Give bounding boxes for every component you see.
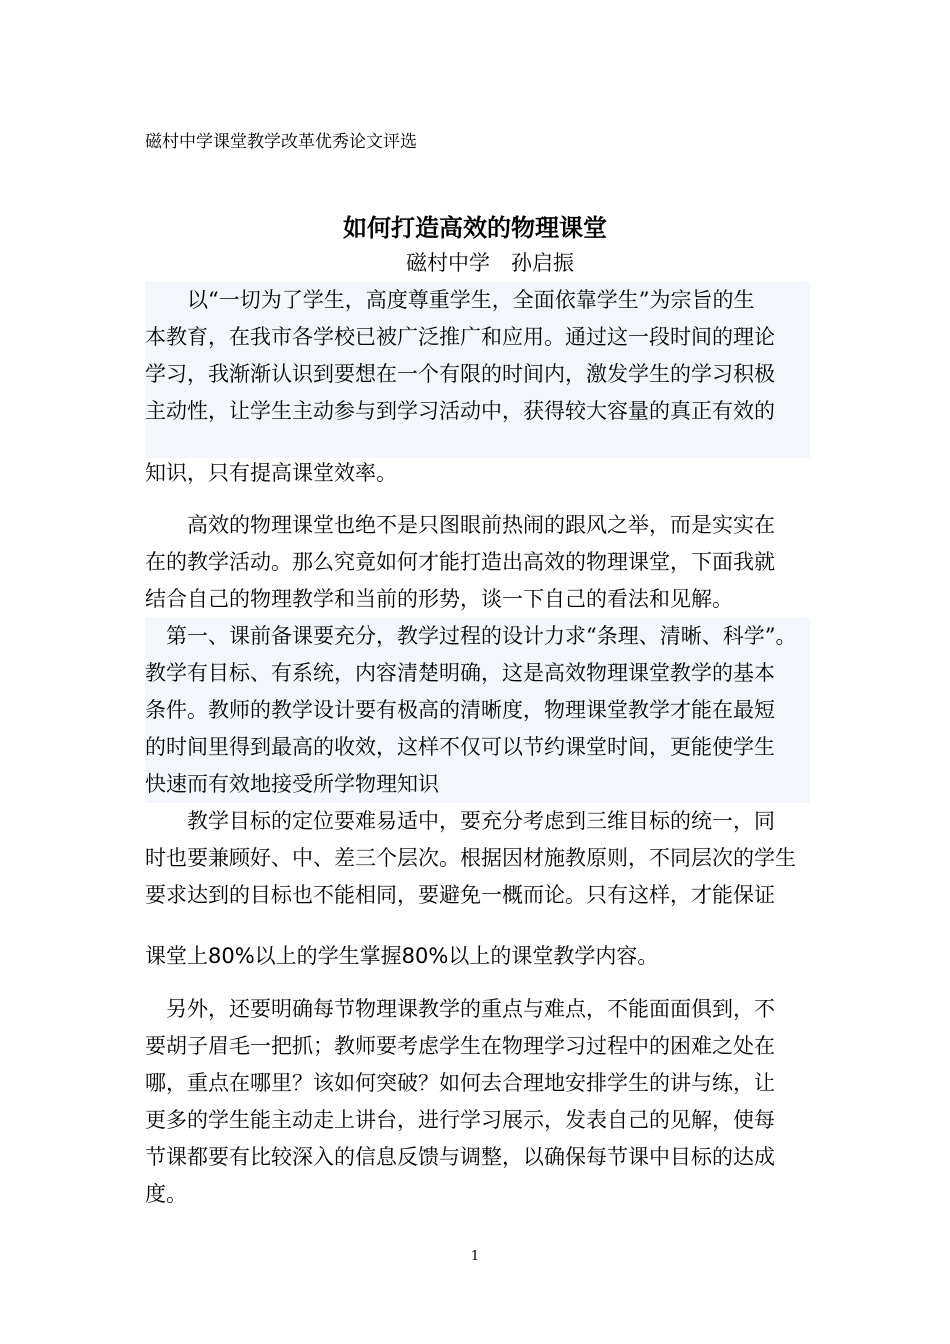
page-number: 1 (470, 1249, 480, 1264)
paragraph-line: 时也要兼顾好、中、差三个层次。根据因材施教原则，不同层次的学生 (145, 846, 796, 870)
paragraph-line: 学习，我渐渐认识到要想在一个有限的时间内，激发学生的学习积极 (145, 362, 775, 386)
page-header: 磁村中学课堂教学改革优秀论文评选 (145, 132, 417, 152)
paragraph-line: 条件。教师的教学设计要有极高的清晰度，物理课堂教学才能在最短 (145, 698, 775, 722)
paragraph-3 (145, 618, 810, 803)
paragraph-line: 的时间里得到最高的收效，这样不仅可以节约课堂时间，更能使学生 (145, 735, 775, 759)
paragraph-line: 高效的物理课堂也绝不是只图眼前热闹的跟风之举，而是实实在 (145, 513, 775, 537)
paragraph-1-tail (145, 455, 810, 492)
paragraph-1 (145, 282, 810, 458)
paragraph-4 (145, 803, 810, 914)
paragraph-line: 课堂上80%以上的学生掌握80%以上的课堂教学内容。 (145, 944, 659, 968)
paragraph-line: 哪，重点在哪里？该如何突破？如何去合理地安排学生的讲与练，让 (145, 1071, 775, 1095)
paragraph-line: 更多的学生能主动走上讲台，进行学习展示，发表自己的见解，使每 (145, 1108, 775, 1132)
paragraph-line: 节课都要有比较深入的信息反馈与调整，以确保每节课中目标的达成 (145, 1145, 775, 1169)
paragraph-line: 知识，只有提高课堂效率。 (145, 461, 397, 485)
paragraph-line: 以“一切为了学生，高度尊重学生，全面依靠学生”为宗旨的生 (145, 288, 755, 312)
article-title: 如何打造高效的物理课堂 (343, 214, 607, 242)
paragraph-line: 另外，还要明确每节物理课教学的重点与难点，不能面面俱到，不 (145, 997, 775, 1021)
paragraph-line: 快速而有效地接受所学物理知识 (145, 772, 439, 796)
paragraph-5 (145, 991, 810, 1213)
paragraph-line: 结合自己的物理教学和当前的形势，谈一下自己的看法和见解。 (145, 587, 733, 611)
paragraph-line: 本教育，在我市各学校已被广泛推广和应用。通过这一段时间的理论 (145, 325, 775, 349)
paragraph-4-tail (145, 938, 810, 975)
paragraph-2 (145, 507, 810, 618)
paragraph-line: 教学有目标、有系统，内容清楚明确，这是高效物理课堂教学的基本 (145, 661, 775, 685)
paragraph-line: 要求达到的目标也不能相同，要避免一概而论。只有这样，才能保证 (145, 883, 775, 907)
paragraph-line: 教学目标的定位要难易适中，要充分考虑到三维目标的统一，同 (145, 809, 775, 833)
paragraph-line: 第一、课前备课要充分，教学过程的设计力求“条理、清晰、科学”。 (145, 624, 797, 648)
paragraph-gap (145, 430, 810, 458)
article-author: 磁村中学 孙启振 (406, 251, 574, 275)
paragraph-line: 度。 (145, 1182, 187, 1206)
paragraph-line: 在的教学活动。那么究竟如何才能打造出高效的物理课堂，下面我就 (145, 550, 775, 574)
paragraph-line: 主动性，让学生主动参与到学习活动中，获得较大容量的真正有效的 (145, 399, 775, 423)
paragraph-line: 要胡子眉毛一把抓；教师要考虑学生在物理学习过程中的困难之处在 (145, 1034, 775, 1058)
